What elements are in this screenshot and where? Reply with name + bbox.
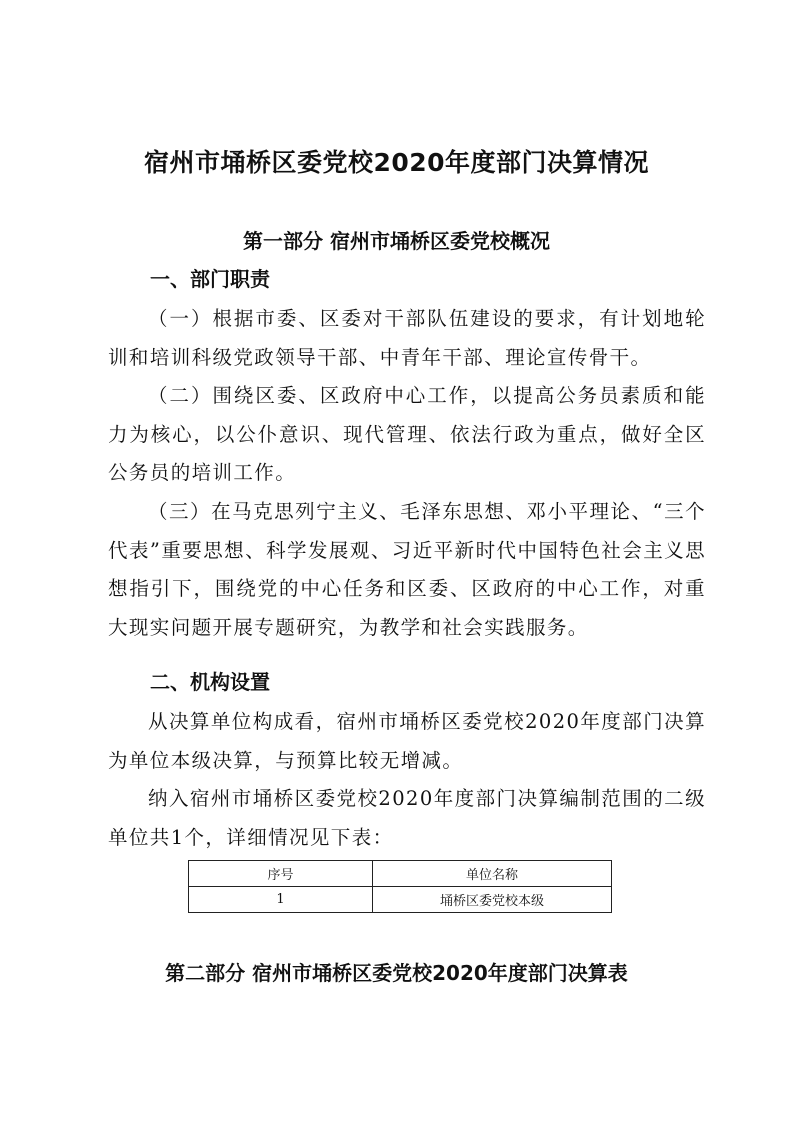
duty-paragraph-3: （三）在马克思列宁主义、毛泽东思想、邓小平理论、“三个代表”重要思想、科学发展观、习近平新时代中国特色社会主义思想指引下，围绕党的中心任务和区委、区政府的中心工作，对重大现实问题开展专题研究，为教学和社会实践服务。 [108,500,706,639]
table-header-unit-name: 单位名称 [373,861,612,887]
section1-heading: 一、部门职责 [150,267,270,291]
structure-paragraph-1: 从决算单位构成看，宿州市埇桥区委党校2020年度部门决算为单位本级决算，与预算比较无增减。 [108,710,706,772]
section2-heading: 二、机构设置 [150,670,270,694]
document-title: 宿州市埇桥区委党校2020年度部门决算情况 [143,148,650,177]
table-header-seq: 序号 [189,861,373,887]
structure-paragraph-2: 纳入宿州市埇桥区委党校2020年度部门决算编制范围的二级单位共1个，详细情况见下表： [108,787,706,849]
table-cell-seq: 1 [189,887,373,913]
table-cell-unit-name: 埇桥区委党校本级 [373,887,612,913]
duty-paragraph-2: （二）围绕区委、区政府中心工作，以提高公务员素质和能力为核心，以公仆意识、现代管理、依法行政为重点，做好全区公务员的培训工作。 [108,384,706,484]
table-row [189,887,612,913]
part1-heading: 第一部分 宿州市埇桥区委党校概况 [243,229,550,253]
units-table [188,860,612,913]
duty-paragraph-1: （一）根据市委、区委对干部队伍建设的要求，有计划地轮训和培训科级党政领导干部、中青年干部、理论宣传骨干。 [108,307,706,369]
table-header-row [189,861,612,887]
part2-heading: 第二部分 宿州市埇桥区委党校2020年度部门决算表 [165,961,628,985]
